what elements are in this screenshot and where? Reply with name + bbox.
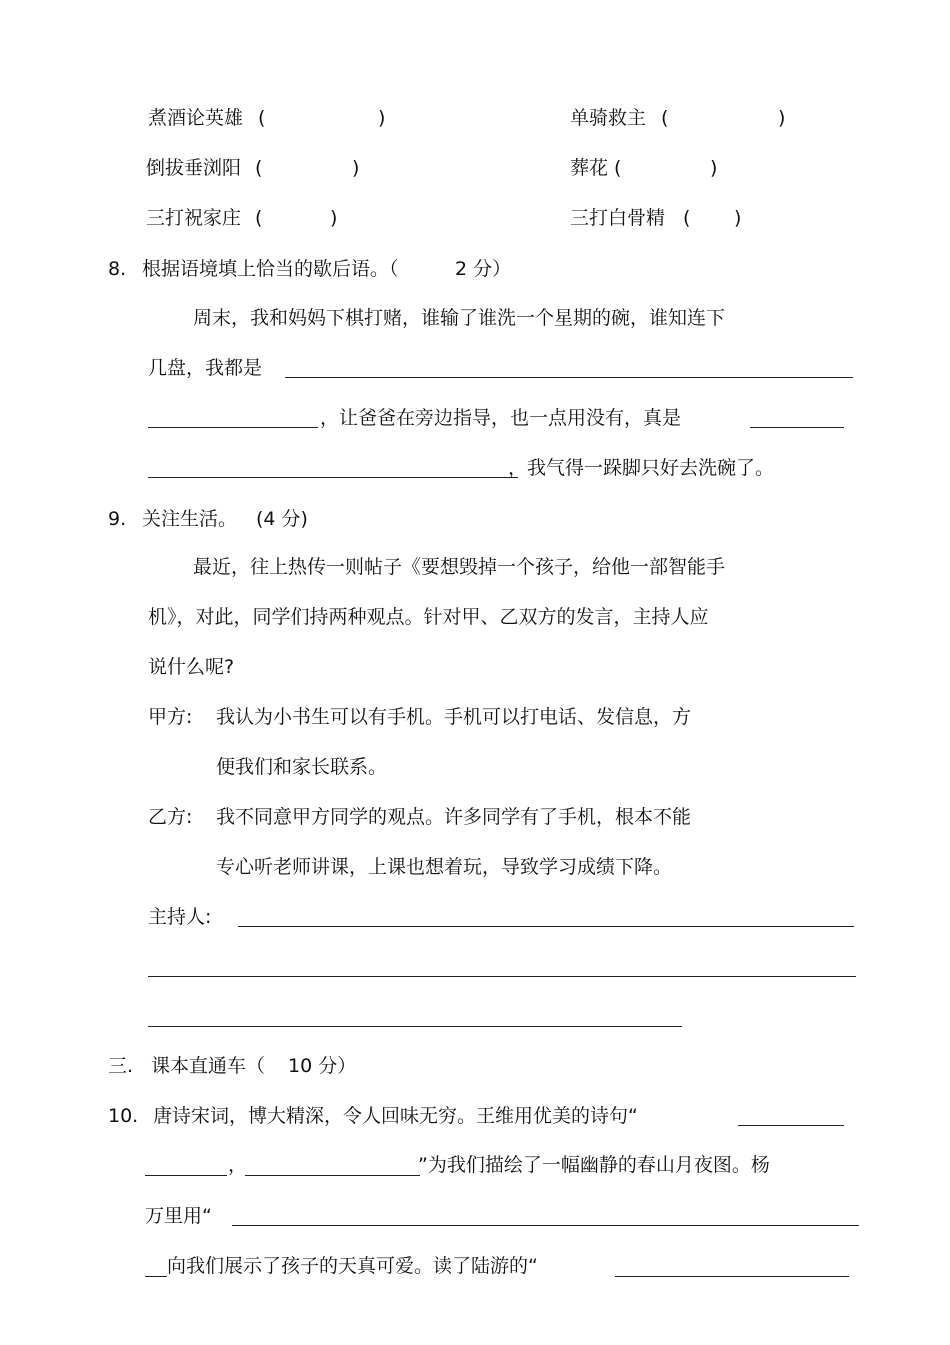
speaker-text: 我认为小书生可以有手机。手机可以打电话、发信息，方 bbox=[216, 706, 692, 728]
answer-blank[interactable] bbox=[245, 1175, 420, 1176]
answer-paren-open: ( bbox=[258, 107, 266, 129]
question-number: 9. bbox=[108, 508, 127, 530]
answer-blank[interactable] bbox=[145, 1276, 167, 1277]
speaker-text: 便我们和家长联系。 bbox=[216, 756, 388, 778]
answer-blank[interactable] bbox=[615, 1276, 849, 1277]
match-item-left: 煮酒论英雄 bbox=[148, 107, 244, 129]
match-item-right: 单骑救主 bbox=[570, 107, 647, 129]
paragraph-line: 周末，我和妈妈下棋打赌，谁输了谁洗一个星期的碗，谁知连下 bbox=[193, 307, 726, 329]
answer-paren-close: ) bbox=[352, 157, 360, 179]
answer-blank[interactable] bbox=[148, 477, 518, 478]
answer-blank[interactable] bbox=[148, 1026, 682, 1027]
answer-paren-open: ( bbox=[255, 157, 263, 179]
paragraph-line: 最近，往上热传一则帖子《要想毁掉一个孩子，给他一部智能手 bbox=[193, 556, 726, 578]
answer-paren-open: ( bbox=[255, 207, 263, 229]
answer-paren-close: ) bbox=[778, 107, 786, 129]
speaker-text: 专心听老师讲课，上课也想着玩，导致学习成绩下降。 bbox=[216, 856, 673, 878]
answer-paren-close: ) bbox=[734, 207, 742, 229]
answer-blank[interactable] bbox=[750, 427, 844, 428]
paragraph-line: 机》，对此，同学们持两种观点。针对甲、乙双方的发言，主持人应 bbox=[148, 606, 709, 628]
match-item-right: 葬花 bbox=[570, 157, 609, 179]
question-title: 根据语境填上恰当的歇后语。（ bbox=[142, 258, 399, 280]
answer-blank[interactable] bbox=[232, 1225, 859, 1226]
answer-blank[interactable] bbox=[148, 427, 318, 428]
question-title: 关注生活。 bbox=[142, 508, 238, 530]
section-title: 课本直通车（ bbox=[151, 1055, 266, 1077]
answer-paren-open: ( bbox=[683, 207, 691, 229]
answer-paren-close: ) bbox=[330, 207, 338, 229]
answer-blank[interactable] bbox=[738, 1125, 844, 1126]
section-score: 10 分） bbox=[288, 1055, 357, 1077]
question-score: 2 分） bbox=[455, 258, 512, 280]
answer-blank[interactable] bbox=[145, 1175, 227, 1176]
paragraph-line: 唐诗宋词，博大精深，令人回味无穷。王维用优美的诗句“ bbox=[153, 1105, 638, 1127]
paragraph-line: 万里用“ bbox=[145, 1205, 212, 1227]
answer-blank[interactable] bbox=[238, 926, 854, 927]
host-label: 主持人: bbox=[148, 906, 212, 928]
paragraph-line: 几盘，我都是 bbox=[148, 357, 263, 379]
match-item-left: 三打祝家庄 bbox=[146, 207, 242, 229]
answer-blank[interactable] bbox=[148, 976, 856, 977]
paragraph-line: ”为我们描绘了一幅幽静的春山月夜图。杨 bbox=[418, 1154, 770, 1176]
section-number: 三. bbox=[108, 1055, 134, 1077]
question-score: (4 分) bbox=[256, 508, 308, 530]
paragraph-line: ，让爸爸在旁边指导，也一点用没有，真是 bbox=[320, 407, 682, 429]
answer-blank[interactable] bbox=[285, 377, 853, 378]
question-number: 8. bbox=[108, 258, 127, 280]
comma: ， bbox=[228, 1154, 248, 1176]
paragraph-line: ，我气得一跺脚只好去洗碗了。 bbox=[508, 457, 775, 479]
paragraph-line: 说什么呢? bbox=[148, 656, 235, 678]
speaker-label: 甲方: bbox=[148, 706, 193, 728]
answer-paren-open: ( bbox=[661, 107, 669, 129]
answer-paren-close: ) bbox=[710, 157, 718, 179]
question-number: 10. bbox=[108, 1105, 139, 1127]
paragraph-line: 向我们展示了孩子的天真可爱。读了陆游的“ bbox=[167, 1255, 538, 1277]
speaker-text: 我不同意甲方同学的观点。许多同学有了手机，根本不能 bbox=[216, 806, 692, 828]
answer-paren-open: ( bbox=[614, 157, 622, 179]
speaker-label: 乙方: bbox=[148, 806, 193, 828]
match-item-right: 三打白骨精 bbox=[570, 207, 666, 229]
answer-paren-close: ) bbox=[378, 107, 386, 129]
match-item-left: 倒拔垂浏阳 bbox=[146, 157, 242, 179]
